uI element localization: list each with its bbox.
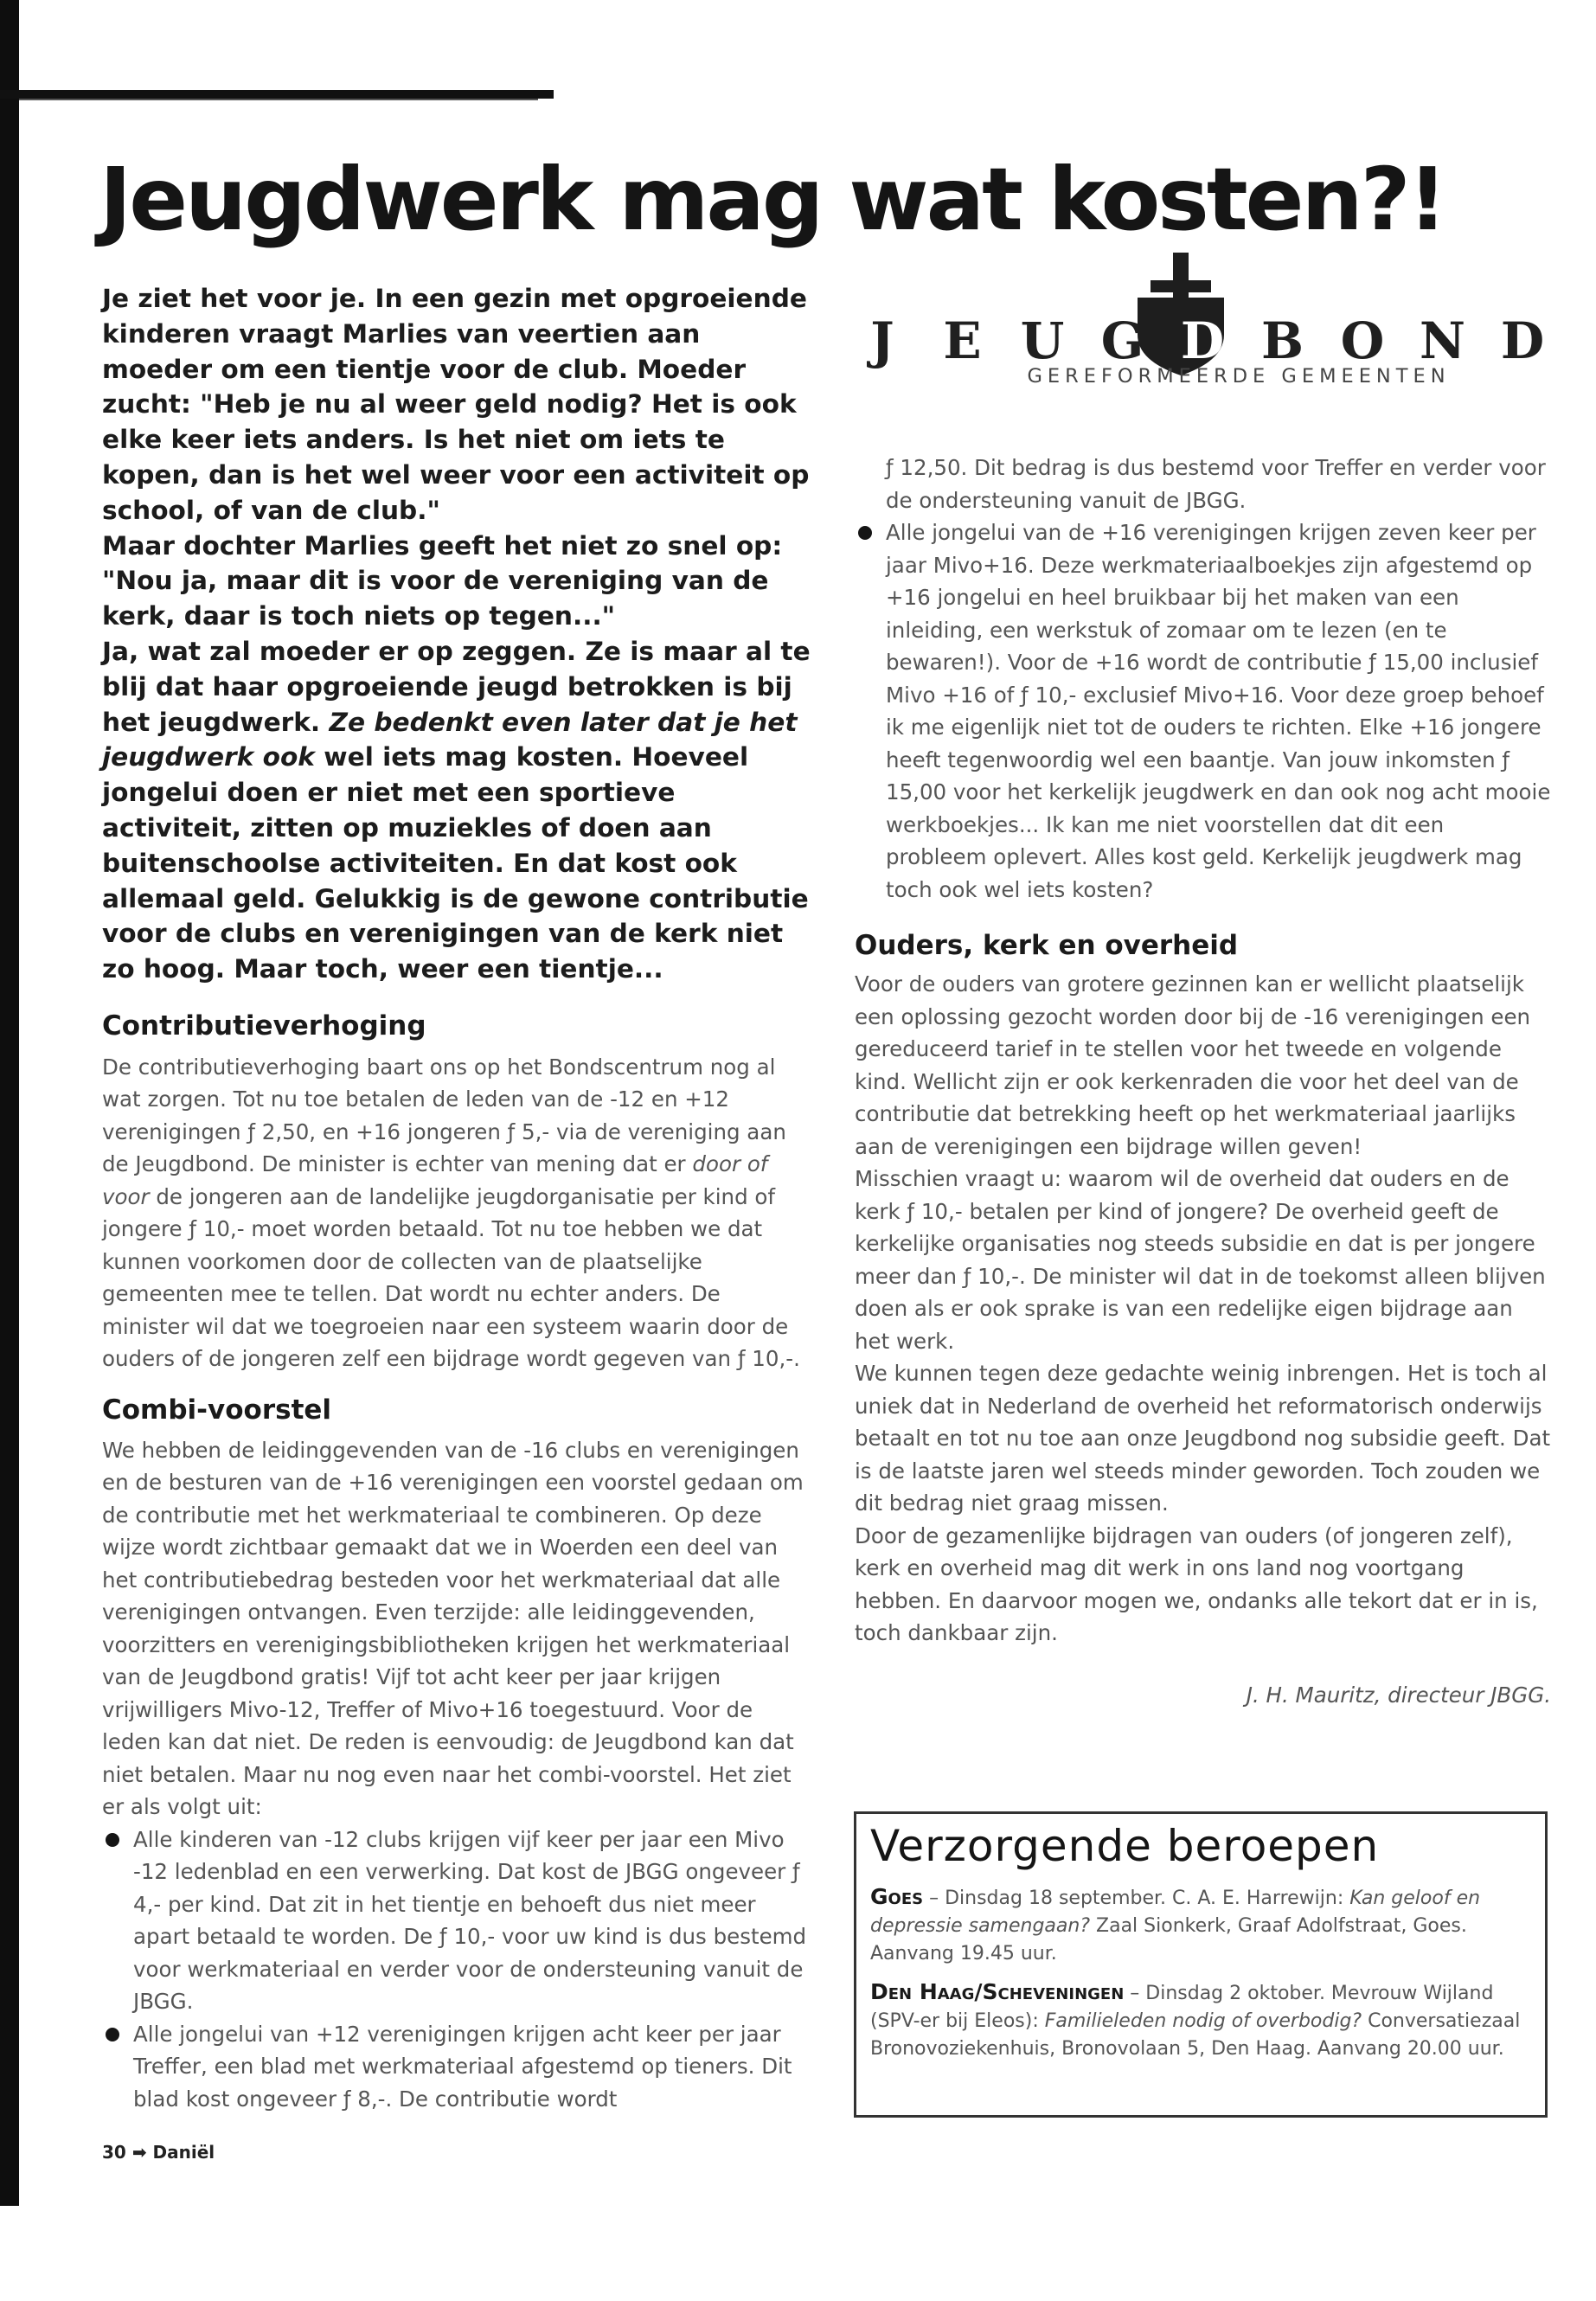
section-paragraph: Door de gezamenlijke bijdragen van ouders (of jongeren zelf), kerk en overheid mag dit werk in ons land nog voortgang hebben. En daarvoor mogen we, ondanks alle tekort dat er in is, toch dankbaar zijn.	[855, 1522, 1538, 1645]
list-item-text: Alle jongelui van de +16 verenigingen krijgen zeven keer per jaar Mivo+16. Deze werkmateriaalboekjes zijn afgestemd op +16 jongelui en heel bruikbaar bij het maken van een inleiding, een werkstuk of zomaar om te lezen (en te bewaren!). Voor de +16 wordt de contributie ƒ 15,00 inclusief Mivo +16 of ƒ 10,- exclusief Mivo+16. Voor deze groep behoef ik me eigenlijk niet tot de ouders te richten. Elke +16 jongere heeft tegenwoordig wel een baantje. Van jouw inkomsten ƒ 15,00 voor het kerkelijk jeugdwerk en dan ook nog acht mooie werkboekjes... Ik kan me niet voorstellen dat dit een probleem oplevert. Alles kost geld. Kerkelijk jeugdwerk mag toch ook wel iets kosten?	[886, 520, 1551, 902]
section-paragraph: Misschien vraagt u: waarom wil de overheid dat ouders en de kerk ƒ 10,- betalen per kind of jongere? De overheid geeft de kerkelijke organisaties nog steeds subsidie en dat is per jongere meer dan ƒ 10,-. De minister wil dat in de toekomst alleen blijven doen als er ook sprake is van een redelijke eigen bijdrage aan het werk.	[855, 1166, 1546, 1354]
logo-letter: D	[1180, 311, 1225, 370]
event-box	[854, 1811, 1548, 2118]
arrow-icon: ➡	[131, 2142, 147, 2163]
event-entry	[870, 1978, 1529, 2063]
event-city: Den Haag/Scheveningen	[870, 1979, 1125, 2004]
event-topic: Familieleden nodig of overbodig?	[1044, 2010, 1362, 2032]
intro-emphasis: Ze bedenkt even later dat je het jeugdwerk ook	[102, 707, 798, 772]
logo-letter: D	[1500, 311, 1545, 370]
event-text: Conversatiezaal Bronovoziekenhuis, Bronovolaan 5, Den Haag. Aanvang 20.00 uur.	[870, 2010, 1521, 2060]
list-item	[102, 2018, 811, 2116]
logo-letter: B	[1260, 311, 1304, 370]
event-city: Goes	[870, 1884, 924, 1909]
intro-paragraph-2: Maar dochter Marlies geeft het niet zo snel op: "Nou ja, maar dit is voor de vereniging van de kerk, daar is toch niets op tegen..."	[102, 530, 783, 631]
event-text: Dinsdag 2 oktober. Mevrouw Wijland (SPV-er bij Eleos):	[870, 1983, 1494, 2032]
event-text: Zaal Sionkerk, Graaf Adolfstraat, Goes. Aanvang 19.45 uur.	[870, 1915, 1467, 1965]
list-item-text: Alle jongelui van +12 verenigingen krijgen acht keer per jaar Treffer, een blad met werkmateriaal afgestemd op tieners. Dit blad kost ongeveer ƒ 8,-. De contributie wordt	[133, 2021, 792, 2112]
intro-paragraph-3	[102, 634, 811, 987]
event-dash: –	[1130, 1983, 1140, 2004]
intro-paragraph-1: Je ziet het voor je. In een gezin met opgroeiende kinderen vraagt Marlies van veertien aan moeder om een tientje voor de club. Moeder zucht: "Heb je nu al weer geld nodig? Het is ook elke keer iets anders. Is het niet om iets te kopen, dan is het wel weer voor een activiteit op school, of van de club."	[102, 284, 810, 525]
bullet-icon	[106, 1833, 119, 1847]
text-emphasis: door of voor	[102, 1151, 768, 1209]
event-box-title: Verzorgende beroepen	[870, 1821, 1380, 1871]
section-text	[102, 1051, 811, 1375]
intro-text: wel iets mag kosten. Hoeveel jongelui doen er niet met een sportieve activiteit, zitten op muziekles of doen aan buitenschoolse activiteiten. En dat kost ook allemaal geld. Gelukkig is de gewone contributie voor de clubs en verenigingen van de kerk niet zo hoog. Maar toch, weer een tientje...	[102, 742, 809, 984]
bullet-icon	[106, 2028, 119, 2041]
section-paragraph: We kunnen tegen deze gedachte weinig inbrengen. Het is toch al uniek dat in Nederland de overheid het reformatorisch onderwijs betaalt en tot nu toe aan onze Jeugdbond nog subsidie geeft. Dat is de laatste jaren wel steeds minder geworden. Toch zouden we dit bedrag niet graag missen.	[855, 1361, 1551, 1516]
top-rule	[0, 90, 554, 99]
bullet-list	[855, 516, 1551, 906]
page-footer	[102, 2142, 215, 2163]
logo-letter: N	[1419, 311, 1465, 370]
event-dash: –	[929, 1888, 939, 1909]
section-text: We hebben de leidinggevenden van de -16 clubs en verenigingen en de besturen van de +16 verenigingen een voorstel gedaan om de contributie met het werkmateriaal te combineren. Op deze wijze wordt zichtbaar gemaakt dat we in Woerden een deel van het contributiebedrag besteden voor het werkmateriaal dat alle verenigingen ontvangen. Even terzijde: alle leidinggevenden, voorzitters en verenigingsbibliotheken krijgen het werkmateriaal van de Jeugdbond gratis! Vijf tot acht keer per jaar krijgen vrijwilligers Mivo-12, Treffer of Mivo+16 toegestuurd. Voor de leden kan dat niet. De reden is eenvoudig: de Jeugdbond kan dat niet betalen. Maar nu nog even naar het combi-voorstel. Het ziet er als volgt uit:	[102, 1437, 804, 1820]
text-fragment: de jongeren aan de landelijke jeugdorganisatie per kind of jongere ƒ 10,- moet worden betaald. Tot nu toe hebben we dat kunnen voorkomen door de collecten van de plaatselijke gemeenten mee te tellen. Dat wordt nu echter anders. De minister wil dat we toegroeien naar een systeem waarin door de ouders of de jongeren zelf een bijdrage wordt gegeven van ƒ 10,-.	[102, 1183, 800, 1372]
left-column	[102, 281, 811, 2115]
logo-wordmark	[856, 311, 1548, 370]
section-heading-contributieverhoging: Contributieverhoging	[102, 1009, 426, 1042]
jeugdbond-logo	[856, 253, 1548, 395]
bullet-icon	[858, 526, 872, 540]
left-edge-bar	[0, 0, 19, 2206]
event-entry	[870, 1883, 1529, 1968]
logo-letter: U	[1020, 311, 1065, 370]
page-title: Jeugdwerk mag wat kosten?!	[99, 149, 1445, 250]
bullet-list	[102, 1823, 811, 2116]
magazine-name: Daniël	[152, 2142, 215, 2163]
author-signature: J. H. Mauritz, directeur JBGG.	[1246, 1682, 1551, 1708]
page-number: 30	[102, 2142, 126, 2163]
logo-letter: J	[870, 311, 894, 370]
text-fragment: De contributieverhoging baart ons op het Bondscentrum nog al wat zorgen. Tot nu toe betalen de leden van de -12 en +12 verenigingen ƒ 2,50, en +16 jongeren ƒ 5,- via de vereniging aan de Jeugdbond. De minister is echter van mening dat er	[102, 1054, 786, 1177]
intro-text: Ja, wat zal moeder er op zeggen. Ze is maar al te blij dat haar opgroeiende jeugd betrokken is bij het jeugdwerk.	[102, 636, 811, 737]
bullet-continuation: ƒ 12,50. Dit bedrag is dus bestemd voor Treffer en verder voor de ondersteuning vanuit de JBGG.	[886, 455, 1546, 513]
list-item	[855, 516, 1551, 906]
logo-letter: E	[943, 311, 982, 370]
event-topic: Kan geloof en depressie samengaan?	[870, 1888, 1481, 1937]
section-heading-combi-voorstel: Combi-voorstel	[102, 1394, 332, 1426]
event-text: Dinsdag 18 september. C. A. E. Harrewijn:	[945, 1888, 1344, 1909]
section-heading-ouders-kerk-overheid: Ouders, kerk en overheid	[855, 930, 1239, 961]
list-item	[102, 1823, 811, 2018]
logo-subtitle: GEREFORMEERDE GEMEENTEN	[1027, 365, 1451, 388]
intro	[102, 281, 811, 987]
list-item-text: Alle kinderen van -12 clubs krijgen vijf keer per jaar een Mivo -12 ledenblad en een verwerking. Dat kost de JBGG ongeveer ƒ 4,- per kind. Dat zit in het tientje en behoeft dus niet meer apart betaald te worden. De ƒ 10,- voor uw kind is dus bestemd voor werkmateriaal en verder voor de ondersteuning vanuit de JBGG.	[133, 1826, 807, 2015]
top-rule-thin	[19, 99, 538, 100]
logo-letter: G	[1100, 311, 1144, 370]
right-column	[855, 452, 1551, 1711]
section-paragraph: Voor de ouders van grotere gezinnen kan er wellicht plaatselijk een oplossing gezocht worden door bij de -16 verenigingen een gereduceerd tarief in te stellen voor het tweede en volgende kind. Wellicht zijn er ook kerkenraden die voor het deel van de contributie dat betrekking heeft op het werkmateriaal jaarlijks aan de verenigingen een bijdrage willen geven!	[855, 971, 1531, 1159]
logo-letter: O	[1340, 311, 1385, 370]
